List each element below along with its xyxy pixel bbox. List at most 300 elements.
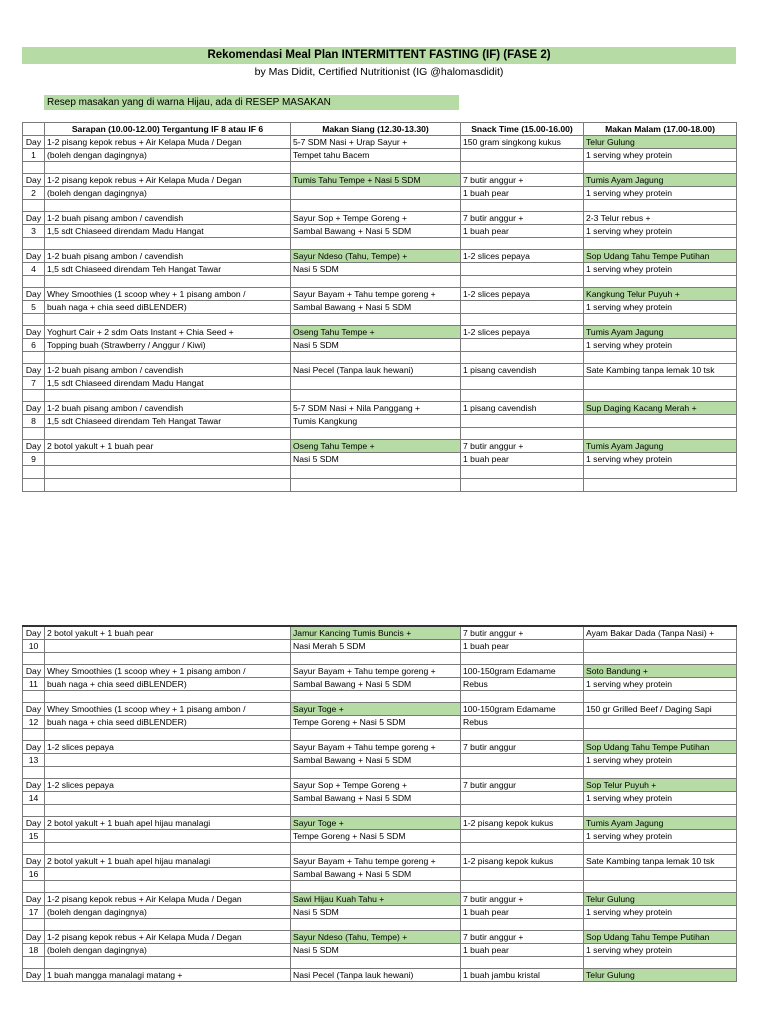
makan-siang-cell: Sayur Bayam + Tahu tempe goreng + xyxy=(291,855,461,868)
empty-cell xyxy=(291,352,461,364)
snack-cell xyxy=(461,830,584,843)
snack-cell: 1-2 slices pepaya xyxy=(461,326,584,339)
empty-cell xyxy=(461,767,584,779)
sarapan-cell xyxy=(45,792,291,805)
sarapan-cell: 1-2 pisang kepok rebus + Air Kelapa Muda / Degan xyxy=(45,931,291,944)
makan-malam-cell: 1 serving whey protein xyxy=(584,149,737,162)
makan-malam-cell xyxy=(584,640,737,653)
snack-cell: 1 buah pear xyxy=(461,225,584,238)
empty-cell xyxy=(584,352,737,364)
makan-siang-cell: Oseng Tahu Tempe + xyxy=(291,326,461,339)
spacer-row xyxy=(23,428,737,440)
spacer-row xyxy=(23,805,737,817)
day-label: Day xyxy=(23,665,45,678)
empty-cell xyxy=(45,957,291,969)
sarapan-cell: (boleh dengan dagingnya) xyxy=(45,944,291,957)
empty-cell xyxy=(23,390,45,402)
snack-cell xyxy=(461,301,584,314)
makan-siang-cell: Nasi Merah 5 SDM xyxy=(291,640,461,653)
empty-cell xyxy=(291,805,461,817)
makan-malam-cell: Sup Daging Kacang Merah + xyxy=(584,402,737,415)
makan-malam-cell xyxy=(584,377,737,390)
makan-malam-cell: Telur Gulung xyxy=(584,969,737,982)
header-row xyxy=(23,123,737,136)
makan-siang-cell: Sayur Sop + Tempe Goreng + xyxy=(291,212,461,225)
snack-cell: 7 butir anggur + xyxy=(461,440,584,453)
day-label: Day xyxy=(23,741,45,754)
makan-malam-cell: 1 serving whey protein xyxy=(584,225,737,238)
makan-malam-cell: 1 serving whey protein xyxy=(584,453,737,466)
day-number: 9 xyxy=(23,453,45,466)
sarapan-cell: Whey Smoothies (1 scoop whey + 1 pisang ambon / xyxy=(45,288,291,301)
empty-cell xyxy=(584,653,737,665)
empty-cell xyxy=(584,479,737,492)
table-row xyxy=(23,640,737,653)
empty-cell xyxy=(461,957,584,969)
table-row xyxy=(23,665,737,678)
makan-siang-cell: 5-7 SDM Nasi + Urap Sayur + xyxy=(291,136,461,149)
empty-cell xyxy=(461,428,584,440)
table-row xyxy=(23,626,737,640)
makan-siang-cell: Tempet tahu Bacem xyxy=(291,149,461,162)
makan-siang-cell: Sambal Bawang + Nasi 5 SDM xyxy=(291,754,461,767)
empty-cell xyxy=(584,843,737,855)
page-title: Rekomendasi Meal Plan INTERMITTENT FASTING (IF) (FASE 2) xyxy=(22,47,736,64)
snack-cell: 7 butir anggur + xyxy=(461,212,584,225)
empty-cell xyxy=(291,479,461,492)
makan-malam-cell: Tumis Ayam Jagung xyxy=(584,817,737,830)
empty-cell xyxy=(45,653,291,665)
empty-cell xyxy=(461,352,584,364)
sarapan-cell: 1-2 buah pisang ambon / cavendish xyxy=(45,402,291,415)
snack-cell: 1-2 slices pepaya xyxy=(461,288,584,301)
day-number: 1 xyxy=(23,149,45,162)
spacer-row xyxy=(23,238,737,250)
meal-plan-table-days-1-9 xyxy=(22,122,737,492)
makan-siang-cell: Sayur Bayam + Tahu tempe goreng + xyxy=(291,288,461,301)
empty-cell xyxy=(291,843,461,855)
empty-cell xyxy=(461,653,584,665)
empty-cell xyxy=(584,767,737,779)
makan-siang-cell: Sayur Toge + xyxy=(291,817,461,830)
sarapan-cell: 1,5 sdt Chiaseed direndam Teh Hangat Tawar xyxy=(45,263,291,276)
empty-cell xyxy=(461,805,584,817)
spacer-row xyxy=(23,276,737,288)
makan-siang-cell: Nasi Pecel (Tanpa lauk hewani) xyxy=(291,364,461,377)
makan-malam-cell: 2-3 Telur rebus + xyxy=(584,212,737,225)
empty-cell xyxy=(23,881,45,893)
sarapan-cell: 1-2 buah pisang ambon / cavendish xyxy=(45,212,291,225)
day-number: 18 xyxy=(23,944,45,957)
snack-cell: 1 buah jambu kristal xyxy=(461,969,584,982)
empty-cell xyxy=(23,843,45,855)
makan-siang-cell: Nasi 5 SDM xyxy=(291,263,461,276)
makan-malam-cell: Sate Kambing tanpa lemak 10 tsk xyxy=(584,855,737,868)
makan-siang-cell: Jamur Kancing Tumis Buncis + xyxy=(291,626,461,640)
makan-siang-cell: Sayur Bayam + Tahu tempe goreng + xyxy=(291,741,461,754)
table-row xyxy=(23,969,737,982)
empty-cell xyxy=(461,881,584,893)
empty-cell xyxy=(23,653,45,665)
spacer-row xyxy=(23,881,737,893)
spacer-row xyxy=(23,919,737,931)
makan-siang-cell: Tempe Goreng + Nasi 5 SDM xyxy=(291,716,461,729)
snack-cell: 7 butir anggur xyxy=(461,741,584,754)
empty-cell xyxy=(291,919,461,931)
sarapan-cell: 1-2 pisang kepok rebus + Air Kelapa Muda / Degan xyxy=(45,893,291,906)
sarapan-cell xyxy=(45,754,291,767)
table-row xyxy=(23,779,737,792)
empty-cell xyxy=(584,691,737,703)
empty-row xyxy=(23,479,737,492)
day-label: Day xyxy=(23,931,45,944)
sarapan-cell: 1,5 sdt Chiaseed direndam Teh Hangat Tawar xyxy=(45,415,291,428)
snack-cell xyxy=(461,263,584,276)
snack-cell: 1 buah pear xyxy=(461,906,584,919)
day-number: 5 xyxy=(23,301,45,314)
snack-cell: Rebus xyxy=(461,716,584,729)
empty-cell xyxy=(291,276,461,288)
empty-cell xyxy=(23,805,45,817)
spacer-row xyxy=(23,957,737,969)
snack-cell: 1 pisang cavendish xyxy=(461,364,584,377)
day-number: 11 xyxy=(23,678,45,691)
empty-cell xyxy=(45,881,291,893)
makan-siang-cell xyxy=(291,187,461,200)
snack-cell xyxy=(461,339,584,352)
makan-siang-cell: Nasi Pecel (Tanpa lauk hewani) xyxy=(291,969,461,982)
makan-malam-cell: 1 serving whey protein xyxy=(584,339,737,352)
makan-siang-cell: Sayur Ndeso (Tahu, Tempe) + xyxy=(291,931,461,944)
sarapan-cell xyxy=(45,830,291,843)
empty-cell xyxy=(584,314,737,326)
empty-cell xyxy=(23,479,45,492)
makan-malam-cell: 1 serving whey protein xyxy=(584,906,737,919)
spacer-row xyxy=(23,843,737,855)
empty-cell xyxy=(23,352,45,364)
empty-cell xyxy=(23,691,45,703)
table-row xyxy=(23,741,737,754)
column-header: Sarapan (10.00-12.00) Tergantung IF 8 atau IF 6 xyxy=(45,123,291,136)
empty-cell xyxy=(291,767,461,779)
sarapan-cell: 1,5 sdt Chiaseed direndam Madu Hangat xyxy=(45,225,291,238)
empty-cell xyxy=(23,314,45,326)
makan-malam-cell: Sop Udang Tahu Tempe Putihan xyxy=(584,250,737,263)
makan-malam-cell: 150 gr Grilled Beef / Daging Sapi xyxy=(584,703,737,716)
sarapan-cell: 1-2 slices pepaya xyxy=(45,741,291,754)
empty-cell xyxy=(461,466,584,479)
empty-cell xyxy=(461,200,584,212)
empty-cell xyxy=(461,162,584,174)
day-label: Day xyxy=(23,402,45,415)
empty-cell xyxy=(45,691,291,703)
empty-cell xyxy=(584,919,737,931)
table-row xyxy=(23,906,737,919)
day-label: Day xyxy=(23,136,45,149)
day-label: Day xyxy=(23,364,45,377)
empty-cell xyxy=(23,767,45,779)
makan-malam-cell: Ayam Bakar Dada (Tanpa Nasi) + xyxy=(584,626,737,640)
makan-malam-cell: Soto Bandung + xyxy=(584,665,737,678)
empty-cell xyxy=(584,276,737,288)
spacer-row xyxy=(23,352,737,364)
snack-cell xyxy=(461,377,584,390)
empty-cell xyxy=(584,162,737,174)
empty-cell xyxy=(291,881,461,893)
empty-cell xyxy=(291,314,461,326)
table-row xyxy=(23,716,737,729)
sarapan-cell xyxy=(45,868,291,881)
makan-malam-cell: Sate Kambing tanpa lemak 10 tsk xyxy=(584,364,737,377)
spacer-row xyxy=(23,200,737,212)
snack-cell: 1-2 pisang kepok kukus xyxy=(461,855,584,868)
snack-cell: 150 gram singkong kukus xyxy=(461,136,584,149)
sarapan-cell: 1,5 sdt Chiaseed direndam Madu Hangat xyxy=(45,377,291,390)
empty-cell xyxy=(23,428,45,440)
empty-cell xyxy=(45,352,291,364)
makan-malam-cell: Telur Gulung xyxy=(584,893,737,906)
makan-malam-cell: Sop Udang Tahu Tempe Putihan xyxy=(584,931,737,944)
makan-malam-cell xyxy=(584,716,737,729)
sarapan-cell: 1-2 pisang kepok rebus + Air Kelapa Muda / Degan xyxy=(45,136,291,149)
makan-siang-cell: Tumis Kangkung xyxy=(291,415,461,428)
empty-cell xyxy=(45,479,291,492)
sarapan-cell: 2 botol yakult + 1 buah apel hijau manalagi xyxy=(45,817,291,830)
makan-siang-cell: Sayur Bayam + Tahu tempe goreng + xyxy=(291,665,461,678)
empty-cell xyxy=(45,162,291,174)
day-number: 4 xyxy=(23,263,45,276)
sarapan-cell: 2 botol yakult + 1 buah pear xyxy=(45,626,291,640)
makan-siang-cell xyxy=(291,377,461,390)
day-label: Day xyxy=(23,855,45,868)
sarapan-cell: 2 botol yakult + 1 buah pear xyxy=(45,440,291,453)
day-number: 6 xyxy=(23,339,45,352)
table-row xyxy=(23,944,737,957)
column-header xyxy=(23,123,45,136)
meal-plan-table-days-10-18 xyxy=(22,625,737,982)
table-row xyxy=(23,301,737,314)
sarapan-cell xyxy=(45,453,291,466)
table-row xyxy=(23,250,737,263)
day-label: Day xyxy=(23,440,45,453)
table-row xyxy=(23,402,737,415)
makan-malam-cell: 1 serving whey protein xyxy=(584,944,737,957)
makan-malam-cell: Sop Udang Tahu Tempe Putihan xyxy=(584,741,737,754)
makan-siang-cell: Oseng Tahu Tempe + xyxy=(291,440,461,453)
day-label: Day xyxy=(23,212,45,225)
makan-siang-cell: Nasi 5 SDM xyxy=(291,339,461,352)
snack-cell xyxy=(461,754,584,767)
sarapan-cell: 1-2 buah pisang ambon / cavendish xyxy=(45,250,291,263)
table-row xyxy=(23,817,737,830)
empty-cell xyxy=(461,843,584,855)
day-number: 12 xyxy=(23,716,45,729)
empty-cell xyxy=(461,314,584,326)
day-label: Day xyxy=(23,326,45,339)
snack-cell: 1-2 pisang kepok kukus xyxy=(461,817,584,830)
makan-malam-cell: 1 serving whey protein xyxy=(584,830,737,843)
day-number: 8 xyxy=(23,415,45,428)
makan-malam-cell: 1 serving whey protein xyxy=(584,754,737,767)
makan-siang-cell: Nasi 5 SDM xyxy=(291,944,461,957)
day-label: Day xyxy=(23,817,45,830)
sarapan-cell: buah naga + chia seed diBLENDER) xyxy=(45,716,291,729)
empty-cell xyxy=(584,466,737,479)
spacer-row xyxy=(23,729,737,741)
empty-cell xyxy=(461,729,584,741)
makan-siang-cell: Sayur Ndeso (Tahu, Tempe) + xyxy=(291,250,461,263)
snack-cell: 1 buah pear xyxy=(461,187,584,200)
empty-cell xyxy=(461,276,584,288)
spacer-row xyxy=(23,314,737,326)
day-number: 7 xyxy=(23,377,45,390)
day-number: 16 xyxy=(23,868,45,881)
empty-cell xyxy=(291,466,461,479)
day-number: 2 xyxy=(23,187,45,200)
empty-row xyxy=(23,466,737,479)
empty-cell xyxy=(584,428,737,440)
sarapan-cell: (boleh dengan dagingnya) xyxy=(45,906,291,919)
table-row xyxy=(23,703,737,716)
empty-cell xyxy=(45,767,291,779)
spacer-row xyxy=(23,767,737,779)
empty-cell xyxy=(291,729,461,741)
empty-cell xyxy=(291,428,461,440)
spacer-row xyxy=(23,653,737,665)
snack-cell: 1 pisang cavendish xyxy=(461,402,584,415)
snack-cell: 100-150gram Edamame xyxy=(461,665,584,678)
table-row xyxy=(23,754,737,767)
empty-cell xyxy=(291,238,461,250)
empty-cell xyxy=(23,466,45,479)
sarapan-cell: 2 botol yakult + 1 buah apel hijau manalagi xyxy=(45,855,291,868)
makan-malam-cell xyxy=(584,415,737,428)
table-row xyxy=(23,136,737,149)
table-row xyxy=(23,339,737,352)
empty-cell xyxy=(45,200,291,212)
makan-malam-cell: 1 serving whey protein xyxy=(584,187,737,200)
makan-malam-cell: Tumis Ayam Jagung xyxy=(584,440,737,453)
snack-cell: Rebus xyxy=(461,678,584,691)
table-row xyxy=(23,868,737,881)
makan-siang-cell: Nasi 5 SDM xyxy=(291,453,461,466)
day-number: 15 xyxy=(23,830,45,843)
makan-malam-cell: Kangkung Telur Puyuh + xyxy=(584,288,737,301)
day-label: Day xyxy=(23,893,45,906)
makan-malam-cell: Sop Telur Puyuh + xyxy=(584,779,737,792)
empty-cell xyxy=(291,390,461,402)
table-row xyxy=(23,149,737,162)
makan-siang-cell: Sawi Hijau Kuah Tahu + xyxy=(291,893,461,906)
makan-siang-cell: Tempe Goreng + Nasi 5 SDM xyxy=(291,830,461,843)
empty-cell xyxy=(45,314,291,326)
table-row xyxy=(23,174,737,187)
day-label: Day xyxy=(23,288,45,301)
spacer-row xyxy=(23,691,737,703)
empty-cell xyxy=(45,390,291,402)
table-row xyxy=(23,931,737,944)
makan-siang-cell: Sambal Bawang + Nasi 5 SDM xyxy=(291,678,461,691)
makan-siang-cell: Sambal Bawang + Nasi 5 SDM xyxy=(291,868,461,881)
empty-cell xyxy=(23,200,45,212)
sarapan-cell: Topping buah (Strawberry / Anggur / Kiwi) xyxy=(45,339,291,352)
makan-malam-cell xyxy=(584,868,737,881)
empty-cell xyxy=(461,238,584,250)
sarapan-cell: (boleh dengan dagingnya) xyxy=(45,187,291,200)
makan-malam-cell: 1 serving whey protein xyxy=(584,301,737,314)
table-row xyxy=(23,263,737,276)
makan-malam-cell: Tumis Ayam Jagung xyxy=(584,326,737,339)
spacer-row xyxy=(23,390,737,402)
sarapan-cell: 1-2 slices pepaya xyxy=(45,779,291,792)
empty-cell xyxy=(45,428,291,440)
sarapan-cell xyxy=(45,640,291,653)
empty-cell xyxy=(291,957,461,969)
makan-siang-cell: Nasi 5 SDM xyxy=(291,906,461,919)
sarapan-cell: 1-2 buah pisang ambon / cavendish xyxy=(45,364,291,377)
page-subtitle: by Mas Didit, Certified Nutritionist (IG @halomasdidit) xyxy=(254,66,504,78)
day-label: Day xyxy=(23,703,45,716)
empty-cell xyxy=(584,957,737,969)
table-row xyxy=(23,415,737,428)
snack-cell: 1 buah pear xyxy=(461,453,584,466)
column-header: Makan Malam (17.00-18.00) xyxy=(584,123,737,136)
snack-cell: 7 butir anggur + xyxy=(461,174,584,187)
snack-cell: 1 buah pear xyxy=(461,640,584,653)
empty-cell xyxy=(45,238,291,250)
makan-malam-cell: Tumis Ayam Jagung xyxy=(584,174,737,187)
empty-cell xyxy=(584,805,737,817)
table-row xyxy=(23,830,737,843)
snack-cell xyxy=(461,868,584,881)
makan-siang-cell: Sambal Bawang + Nasi 5 SDM xyxy=(291,301,461,314)
empty-cell xyxy=(584,729,737,741)
makan-siang-cell: 5-7 SDM Nasi + Nila Panggang + xyxy=(291,402,461,415)
table-row xyxy=(23,225,737,238)
empty-cell xyxy=(461,479,584,492)
empty-cell xyxy=(45,276,291,288)
snack-cell: 100-150gram Edamame xyxy=(461,703,584,716)
empty-cell xyxy=(584,200,737,212)
sarapan-cell: (boleh dengan dagingnya) xyxy=(45,149,291,162)
snack-cell xyxy=(461,415,584,428)
empty-cell xyxy=(23,919,45,931)
day-number: 3 xyxy=(23,225,45,238)
empty-cell xyxy=(291,653,461,665)
empty-cell xyxy=(23,162,45,174)
empty-cell xyxy=(45,729,291,741)
day-number: 17 xyxy=(23,906,45,919)
day-label: Day xyxy=(23,250,45,263)
sarapan-cell: buah naga + chia seed diBLENDER) xyxy=(45,678,291,691)
empty-cell xyxy=(45,466,291,479)
empty-cell xyxy=(461,919,584,931)
sarapan-cell: Yoghurt Cair + 2 sdm Oats Instant + Chia Seed + xyxy=(45,326,291,339)
table-row xyxy=(23,678,737,691)
sarapan-cell: Whey Smoothies (1 scoop whey + 1 pisang ambon / xyxy=(45,703,291,716)
day-label: Day xyxy=(23,969,45,982)
empty-cell xyxy=(291,200,461,212)
spacer-row xyxy=(23,162,737,174)
empty-cell xyxy=(45,919,291,931)
makan-siang-cell: Sayur Sop + Tempe Goreng + xyxy=(291,779,461,792)
makan-siang-cell: Tumis Tahu Tempe + Nasi 5 SDM xyxy=(291,174,461,187)
sarapan-cell: 1-2 pisang kepok rebus + Air Kelapa Muda / Degan xyxy=(45,174,291,187)
snack-cell: 7 butir anggur + xyxy=(461,626,584,640)
table-row xyxy=(23,212,737,225)
snack-cell: 1-2 slices pepaya xyxy=(461,250,584,263)
snack-cell xyxy=(461,149,584,162)
